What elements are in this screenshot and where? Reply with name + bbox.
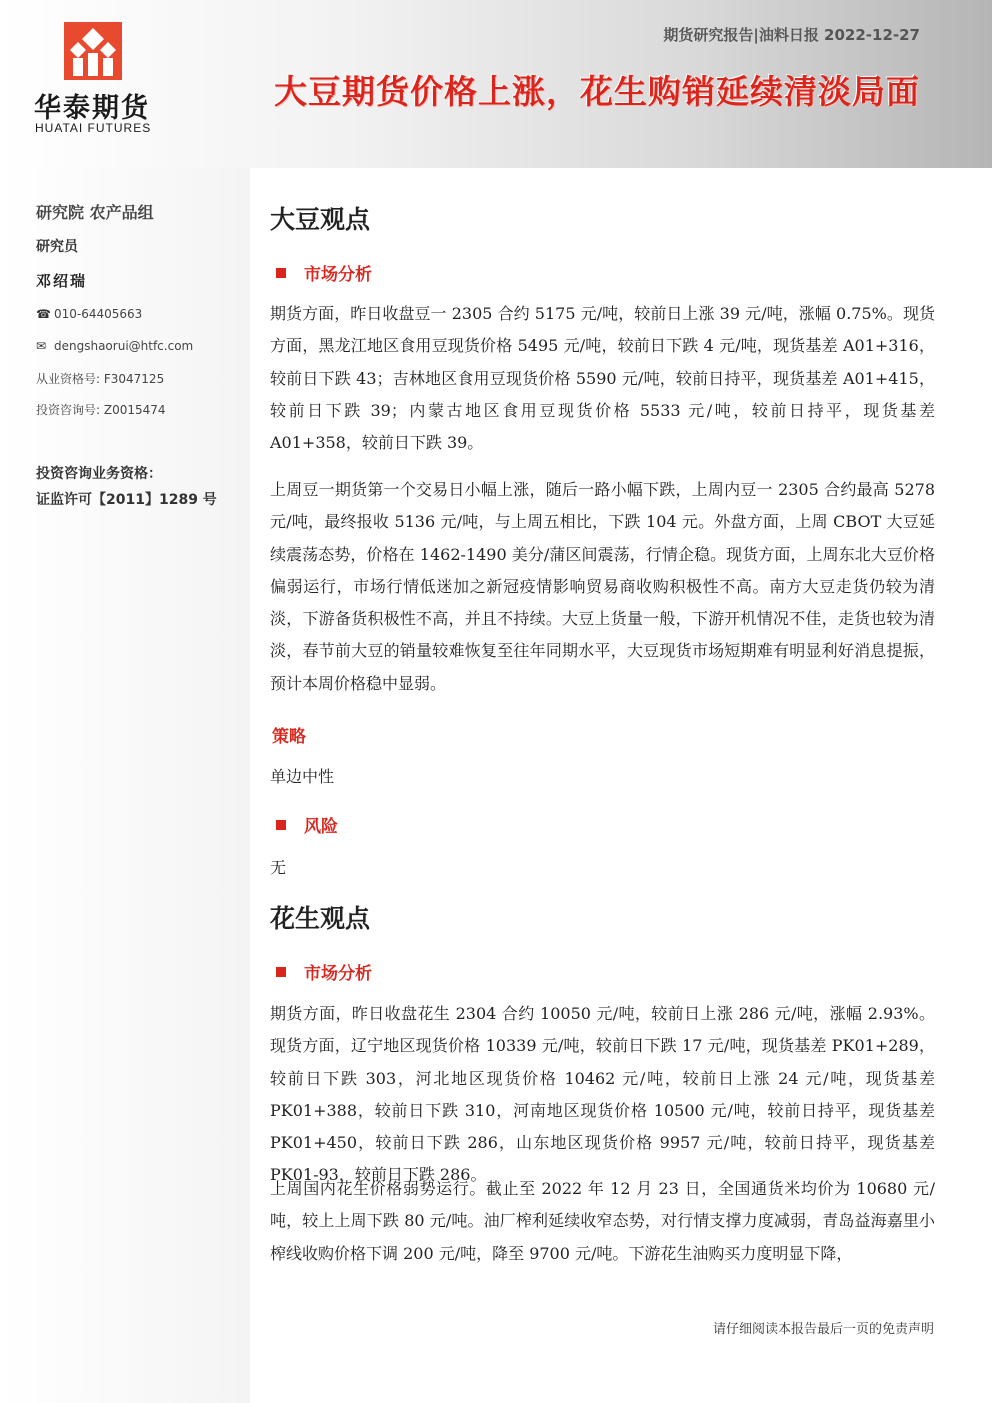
soybean-strategy: 单边中性 bbox=[270, 767, 335, 786]
phone-line bbox=[36, 307, 142, 321]
peanut-market-heading bbox=[276, 959, 372, 984]
envelope-icon: ✉ bbox=[36, 339, 47, 353]
section-label: 市场分析 bbox=[304, 265, 372, 285]
consult-number: 投资咨询号: Z0015474 bbox=[36, 403, 166, 417]
report-title: 大豆期货价格上涨，花生购销延续清淡局面 bbox=[274, 72, 920, 111]
qualification-license: 证监许可【2011】1289 号 bbox=[36, 492, 217, 508]
huatai-logo-icon bbox=[64, 22, 122, 80]
soybean-risk-heading bbox=[276, 812, 338, 837]
logo-wordmark-cn: 华泰期货 bbox=[34, 93, 150, 124]
logo-wordmark-en: HUATAI FUTURES bbox=[35, 121, 152, 135]
qualification-title: 投资咨询业务资格： bbox=[36, 466, 162, 482]
section-label: 市场分析 bbox=[304, 964, 372, 984]
research-group: 研究院 农产品组 bbox=[36, 203, 154, 222]
peanut-heading: 花生观点 bbox=[270, 904, 371, 933]
author-role: 研究员 bbox=[36, 239, 78, 255]
soybean-market-para-1: 期货方面，昨日收盘豆一 2305 合约 5175 元/吨，较前日上涨 39 元/吨，涨幅 0.75%。现货方面，黑龙江地区食用豆现货价格 5495 元/吨，较前日下跌 4 元/吨，现货基差 A01+316，较前日下跌 43；吉林地区食用豆现货价格 5590 元/吨，较前日持平，现货基差 A01+415，较前日下跌 39；内蒙古地区食用豆现货价格 5533 元/吨，较前日持平，现货基差 A01+358，较前日下跌 39。 bbox=[270, 304, 935, 453]
section-label: 风险 bbox=[304, 817, 338, 837]
author-sidebar bbox=[0, 168, 250, 1403]
phone-icon: ☎ bbox=[36, 307, 51, 321]
red-square-bullet-icon bbox=[276, 268, 286, 278]
soybean-risk: 无 bbox=[270, 858, 287, 877]
peanut-market-para-2: 上周国内花生价格弱势运行。截止至 2022 年 12 月 23 日，全国通货米均价为 10680 元/吨，较上上周下跌 80 元/吨。油厂榨利延续收窄态势，对行情支撑力度减弱，青岛益海嘉里小榨线收购价格下调 200 元/吨，降至 9700 元/吨。下游花生油购买力度明显下降， bbox=[270, 1179, 935, 1263]
soybean-heading: 大豆观点 bbox=[270, 205, 371, 234]
soybean-market-para-2: 上周豆一期货第一个交易日小幅上涨，随后一路小幅下跌，上周内豆一 2305 合约最高 5278 元/吨，最终报收 5136 元/吨，与上周五相比，下跌 104 元。外盘方面，上周 CBOT 大豆延续震荡态势，价格在 1462-1490 美分/蒲区间震荡，行情企稳。现货方面，上周东北大豆价格偏弱运行，市场行情低迷加之新冠疫情影响贸易商收购积极性不高。南方大豆走货仍较为清淡，下游备货积极性不高，并且不持续。大豆上货量一般，下游开机情况不佳，走货也较为清淡，春节前大豆的销量较难恢复至往年同期水平，大豆现货市场短期难有明显利好消息提振，预计本周价格稳中显弱。 bbox=[270, 480, 935, 693]
cert-number: 从业资格号: F3047125 bbox=[36, 372, 165, 386]
soybean-strategy-heading: 策略 bbox=[272, 727, 306, 747]
phone-number: 010-64405663 bbox=[54, 307, 143, 321]
red-square-bullet-icon bbox=[276, 967, 286, 977]
qualification bbox=[36, 461, 217, 513]
report-header bbox=[0, 0, 992, 168]
red-square-bullet-icon bbox=[276, 820, 286, 830]
report-meta: 期货研究报告|油料日报 2022-12-27 bbox=[663, 26, 920, 44]
disclaimer-note: 请仔细阅读本报告最后一页的免责声明 bbox=[712, 1322, 934, 1337]
author-name: 邓绍瑞 bbox=[36, 272, 88, 290]
email-line bbox=[36, 339, 193, 353]
email-address[interactable]: dengshaorui@htfc.com bbox=[54, 339, 194, 353]
soybean-market-heading bbox=[276, 260, 372, 285]
peanut-market-para-1: 期货方面，昨日收盘花生 2304 合约 10050 元/吨，较前日上涨 286 元/吨，涨幅 2.93%。现货方面，辽宁地区现货价格 10339 元/吨，较前日下跌 17 元/吨，现货基差 PK01+289，较前日下跌 303，河北地区现货价格 10462 元/吨，较前日上涨 24 元/吨，现货基差 PK01+388，较前日下跌 310，河南地区现货价格 10500 元/吨，较前日持平，现货基差 PK01+450，较前日下跌 286，山东地区现货价格 9957 元/吨，较前日持平，现货基差 PK01-93，较前日下跌 286。 bbox=[270, 1004, 935, 1185]
